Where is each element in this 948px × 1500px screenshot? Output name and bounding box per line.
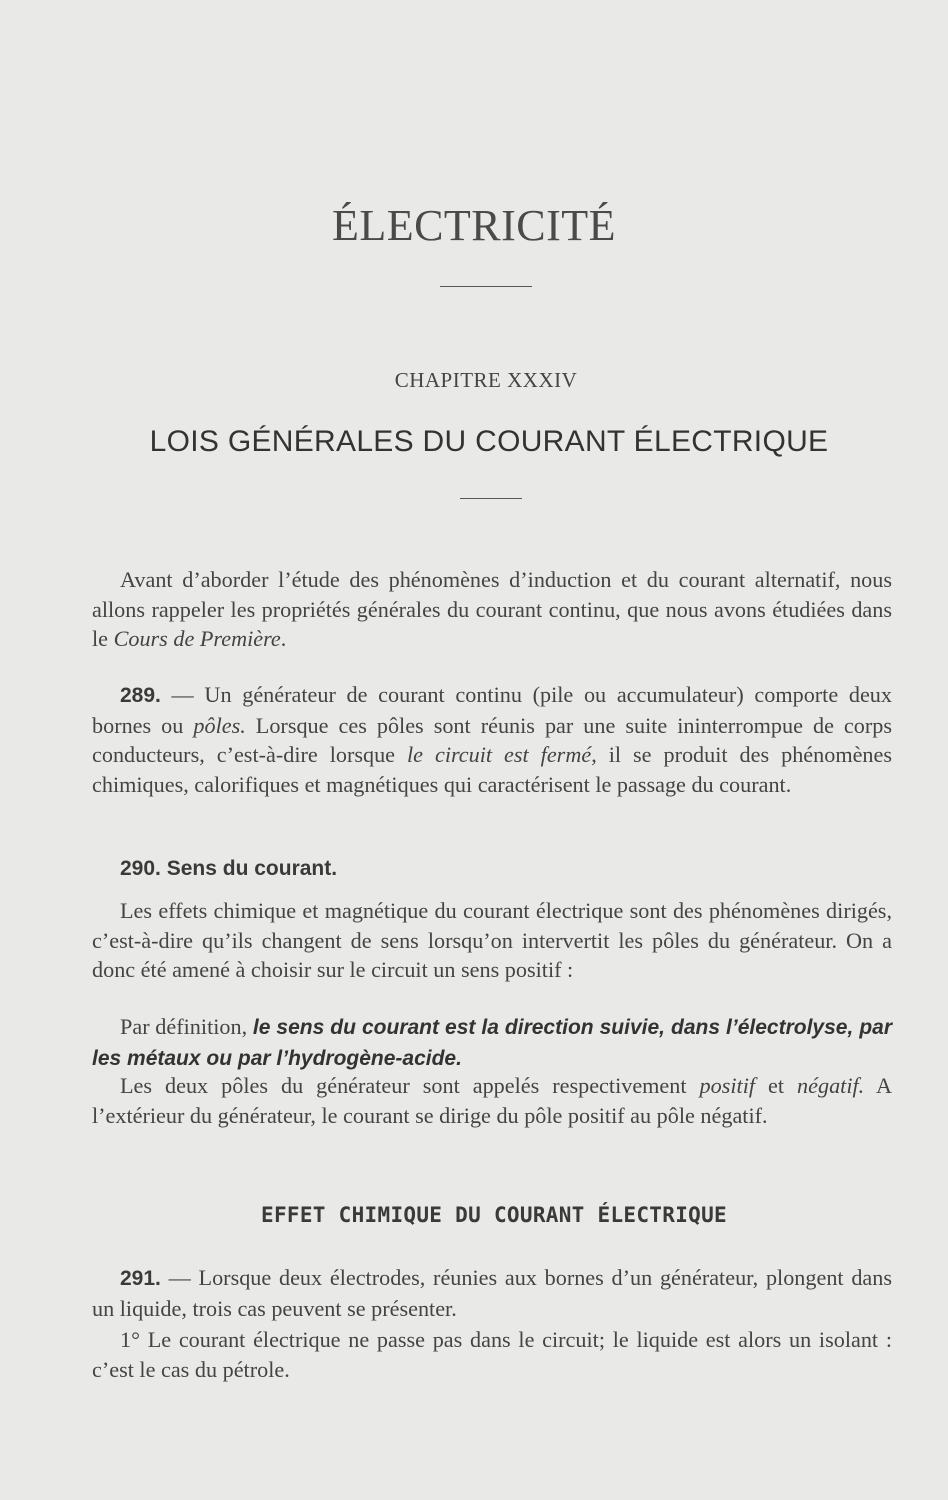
- p289-part2: Lorsque ces pôles sont réunis par une suite ininterrompue de corps conducteurs, c’est-à-dire lorsque: [92, 712, 892, 767]
- p290-para1: Les effets chimique et magnétique du courant électrique sont des phénomènes dirigés, c’est-à-dire qu’ils changent de sens lorsqu’on intervertit les pôles du générateur. On a donc été amené à choisir sur le circuit un sens positif :: [92, 898, 892, 982]
- intro-text: Avant d’aborder l’étude des phénomènes d’induction et du courant alternatif, nous allons rappeler les propriétés générales du courant continu, que nous avons étudiées dans le: [92, 567, 892, 651]
- intro-end: .: [280, 626, 287, 651]
- p290-para3-c: A l’extérieur du générateur, le courant se dirige du pôle positif au pôle négatif.: [92, 1073, 892, 1128]
- p289-part3: , il se produit des phénomènes chimiques, calorifiques et magnétiques qui caractérisent le passage du courant.: [92, 742, 892, 797]
- p290-def-lead: Par définition,: [120, 1014, 253, 1039]
- p290-para3-i2: négatif.: [797, 1073, 865, 1098]
- p289-italic2: le circuit est fermé: [407, 742, 592, 767]
- p289-part1: — Un générateur de courant continu (pile ou accumulateur) comporte deux bornes ou: [92, 682, 892, 738]
- paragraph-291: [92, 1263, 892, 1323]
- p291-item1: 1° Le courant électrique ne passe pas dans le circuit; le liquide est alors un isolant : c’est le cas du pétrole.: [92, 1327, 892, 1382]
- title-rule: [440, 286, 532, 287]
- paragraph-290-c: [92, 1071, 892, 1130]
- paragraph-289: [92, 680, 892, 799]
- section-290-title: Sens du courant.: [166, 857, 338, 880]
- section-290-heading: [120, 857, 337, 881]
- paragraph-number-291: 291.: [120, 1267, 161, 1290]
- p291-text: — Lorsque deux électrodes, réunies aux bornes d’un générateur, plongent dans un liquide, trois cas peuvent se présenter.: [92, 1265, 892, 1321]
- paragraph-number-289: 289.: [120, 684, 161, 707]
- paragraph-290-a: [92, 896, 892, 985]
- paragraph-290-definition: [92, 1012, 892, 1073]
- section-title: EFFET CHIMIQUE DU COURANT ÉLECTRIQUE: [261, 1203, 727, 1227]
- intro-paragraph: [92, 565, 892, 654]
- p290-def-bold: le sens du courant est la direction suivie, dans l’électrolyse, par les métaux ou par l’hydrogène-acide.: [92, 1016, 892, 1070]
- p290-para3-a: Les deux pôles du générateur sont appelés respectivement: [120, 1073, 700, 1098]
- paragraph-291-item1: [92, 1325, 892, 1384]
- chapter-number: CHAPITRE XXXIV: [394, 368, 578, 392]
- p289-italic1: pôles.: [193, 712, 246, 738]
- part-title: ÉLECTRICITÉ: [331, 201, 617, 250]
- chapter-rule: [460, 498, 522, 499]
- intro-italic: Cours de Première: [113, 626, 281, 651]
- section-290-number: 290.: [120, 857, 161, 880]
- p290-para3-b: et: [755, 1073, 798, 1098]
- chapter-title: LOIS GÉNÉRALES DU COURANT ÉLECTRIQUE: [149, 425, 829, 458]
- p290-para3-i1: positif: [699, 1073, 756, 1098]
